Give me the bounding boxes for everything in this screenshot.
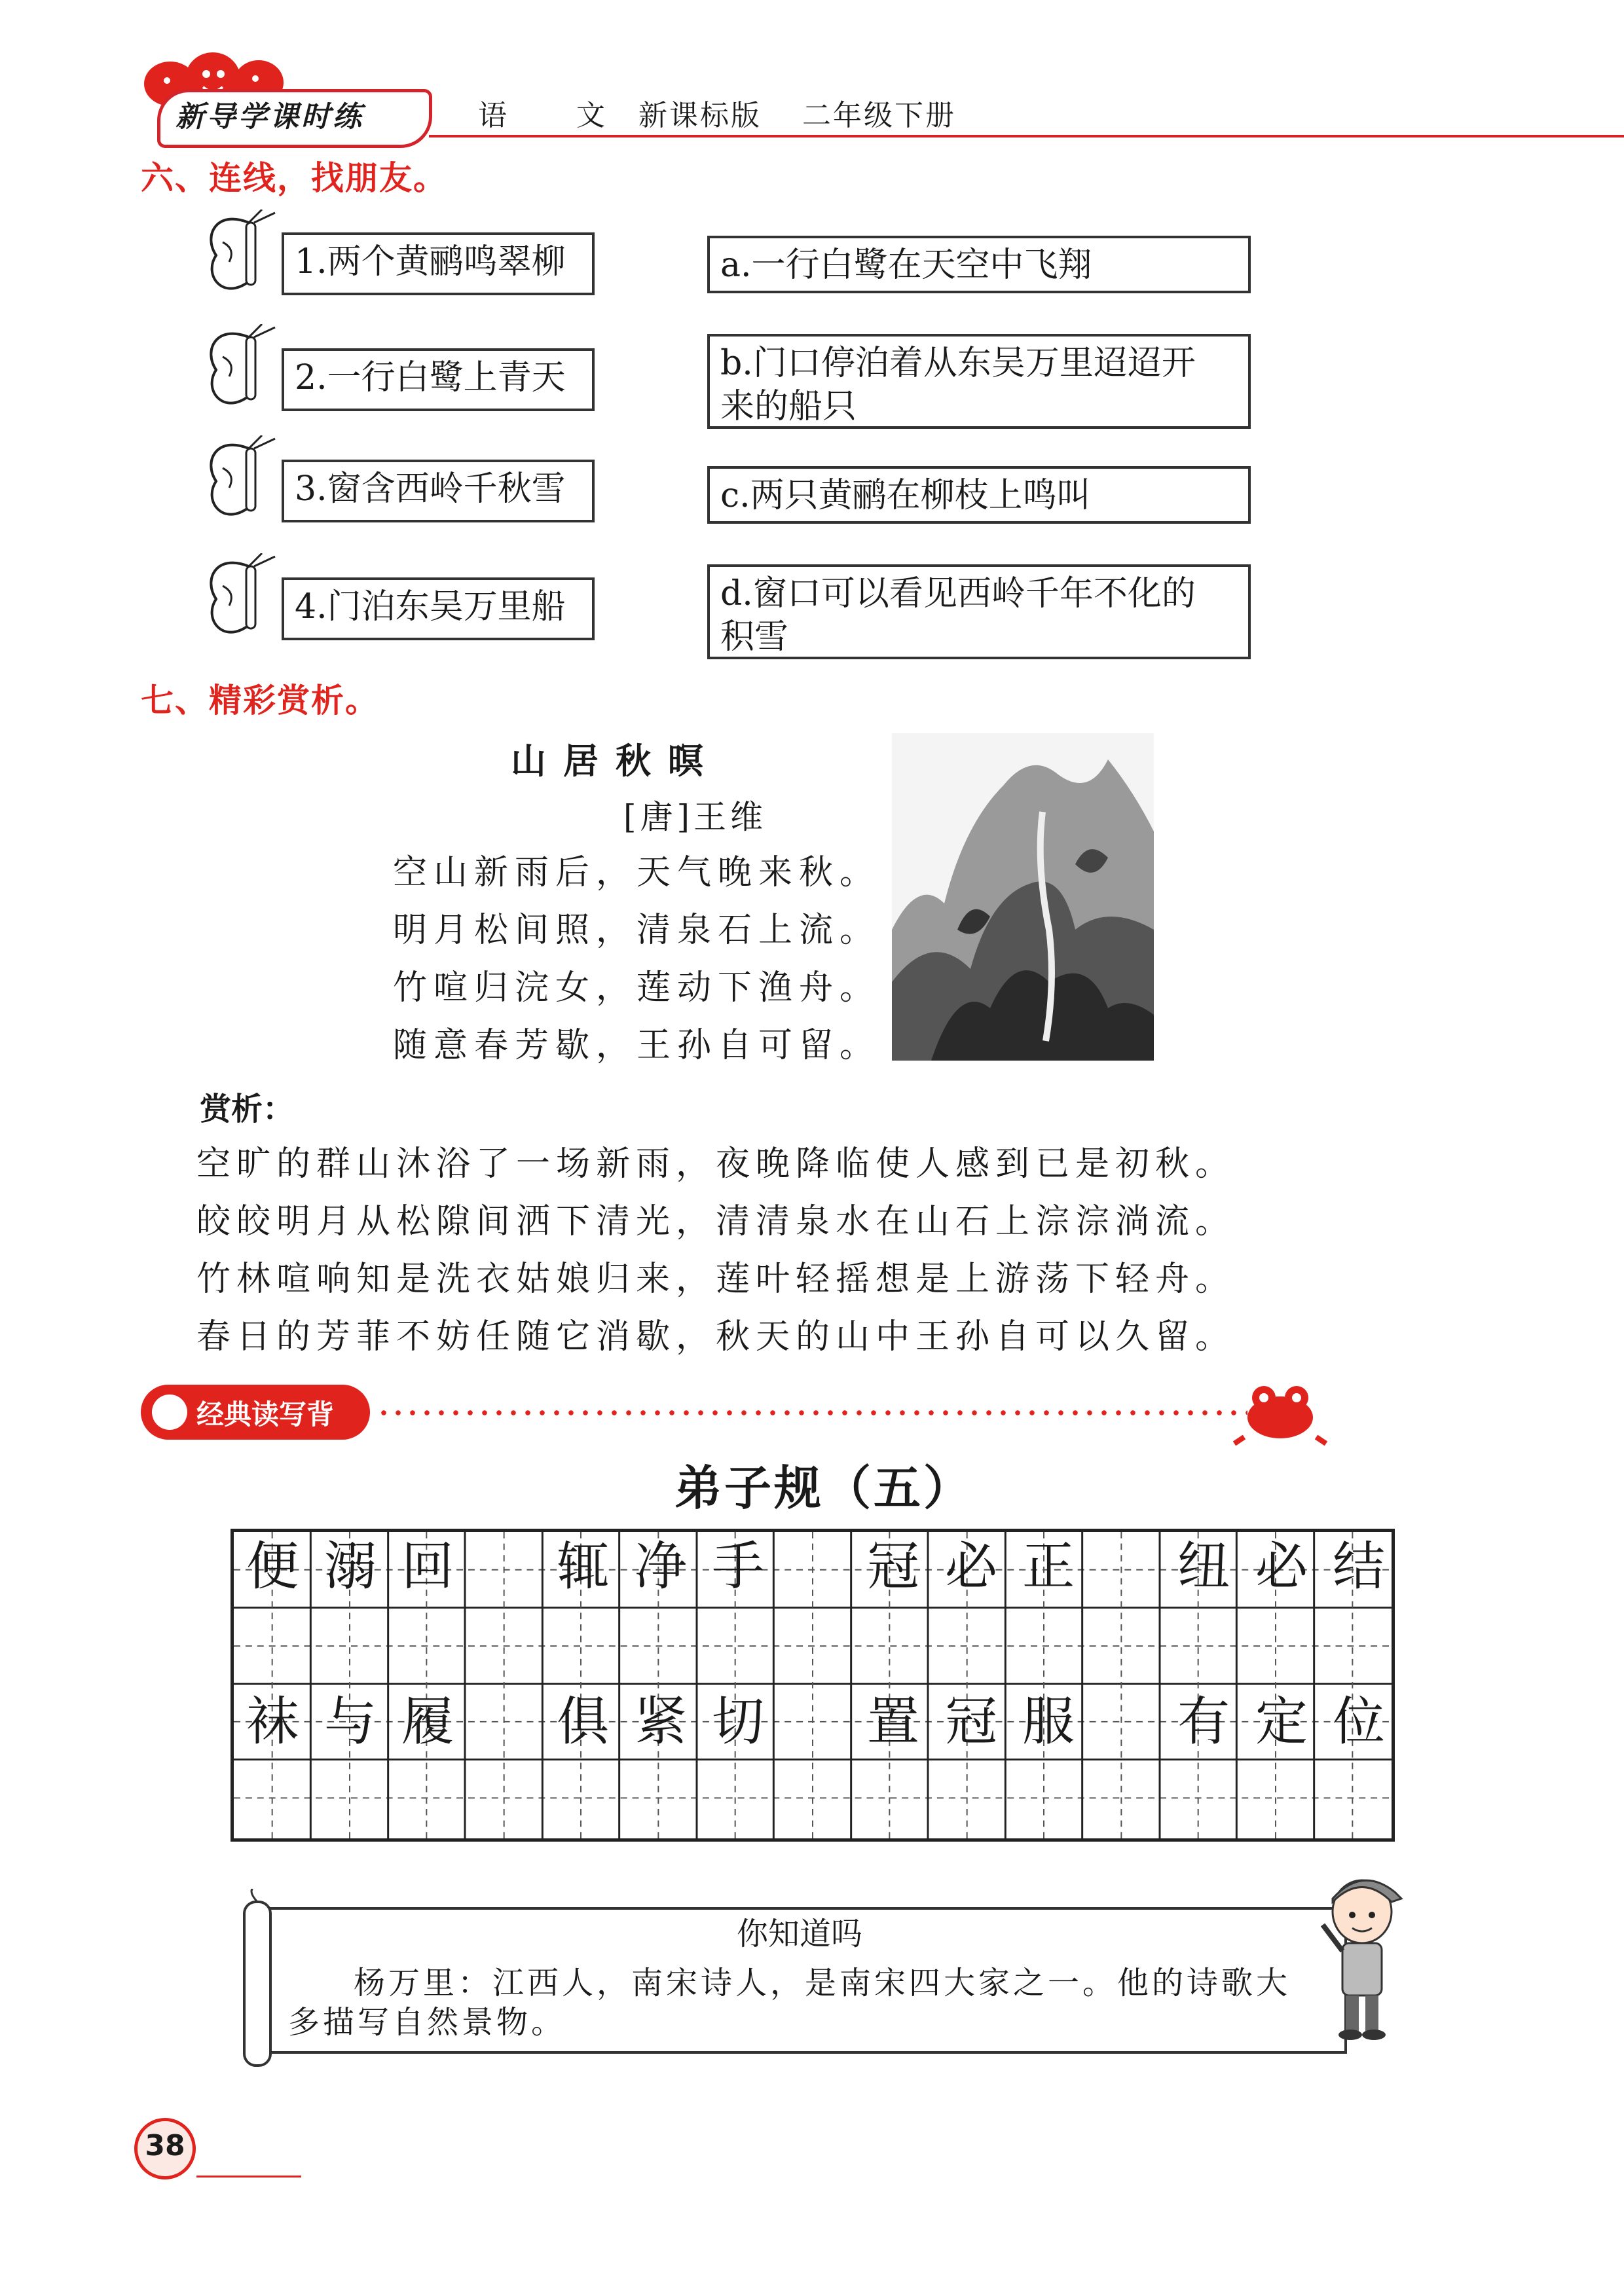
match-right-b-line2: 来的船只 <box>720 387 857 426</box>
analysis-line: 春日的芳菲不妨任随它消歇，秋天的山中王孙自可以久留。 <box>196 1317 1236 1357</box>
butterfly-icon <box>203 324 295 422</box>
header-rule <box>429 135 1624 137</box>
match-left-2-text: 2.一行白鹭上青天 <box>295 358 566 397</box>
grid-char: 服 <box>1022 1691 1075 1752</box>
butterfly-icon <box>203 210 295 308</box>
grid-char: 位 <box>1333 1691 1385 1752</box>
match-right-d-line1: d.窗口可以看见西岭千年不化的 <box>720 574 1196 613</box>
badge-circle-icon <box>152 1394 187 1430</box>
grid-char: 正 <box>1022 1536 1075 1597</box>
match-left-1[interactable] <box>282 232 595 295</box>
match-right-b[interactable] <box>707 334 1251 429</box>
did-you-know-line: 多描写自然景物。 <box>288 2004 566 2041</box>
boy-cartoon-icon <box>1316 1872 1408 2043</box>
poem-author: [唐]王维 <box>623 798 767 836</box>
grid-char: 紧 <box>635 1691 687 1752</box>
frog-mascot-icon <box>1231 1375 1329 1447</box>
classic-reading-label: 经典读写背 <box>196 1398 335 1430</box>
grid-char: 与 <box>324 1691 377 1752</box>
grid-char: 溺 <box>324 1536 377 1597</box>
grid-char: 有 <box>1177 1691 1230 1752</box>
match-left-3-text: 3.窗含西岭千秋雪 <box>295 469 566 509</box>
analysis-label: 赏析： <box>200 1091 295 1127</box>
grid-char: 辄 <box>557 1536 609 1597</box>
butterfly-icon <box>203 435 295 534</box>
grid-char: 便 <box>246 1536 299 1597</box>
grid-char: 手 <box>712 1536 764 1597</box>
brand-title: 新导学课时练 <box>175 100 364 134</box>
mountain-painting-image <box>892 733 1154 1061</box>
match-right-c-text: c.两只黄鹂在柳枝上鸣叫 <box>720 476 1091 515</box>
grid-char: 俱 <box>557 1691 609 1752</box>
analysis-line: 竹林喧响知是洗衣姑娘归来，莲叶轻摇想是上游荡下轻舟。 <box>196 1260 1236 1299</box>
match-right-b-line1: b.门口停泊着从东吴万里迢迢开 <box>720 344 1196 383</box>
grid-char: 结 <box>1333 1536 1385 1597</box>
section-7-title: 七、精彩赏析。 <box>141 682 379 720</box>
subject-char-2: 文 <box>576 99 605 132</box>
grid-char: 冠 <box>867 1536 919 1597</box>
poem-line: 明月松间照，清泉石上流。 <box>393 911 881 950</box>
grid-char: 纽 <box>1177 1536 1230 1597</box>
match-left-1-text: 1.两个黄鹂鸣翠柳 <box>295 242 566 282</box>
grid-char: 切 <box>712 1691 764 1752</box>
match-left-4-text: 4.门泊东吴万里船 <box>295 587 566 627</box>
grid-char: 置 <box>867 1691 919 1752</box>
match-right-d[interactable] <box>707 564 1251 659</box>
grid-char: 必 <box>1255 1536 1308 1597</box>
poem-line: 随意春芳歇，王孙自可留。 <box>393 1026 881 1065</box>
grid-char: 冠 <box>945 1691 997 1752</box>
edition-label: 新课标版 <box>638 99 762 132</box>
poem-title: 山居秋暝 <box>511 740 720 782</box>
subject-char-1: 语 <box>478 99 507 132</box>
analysis-line: 空旷的群山沐浴了一场新雨，夜晚降临使人感到已是初秋。 <box>196 1144 1236 1184</box>
grid-char: 净 <box>635 1536 687 1597</box>
did-you-know-title: 你知道吗 <box>737 1916 863 1952</box>
butterfly-icon <box>203 553 295 651</box>
poem-line: 竹喧归浣女，莲动下渔舟。 <box>393 968 881 1008</box>
match-right-c[interactable] <box>707 466 1251 524</box>
dotted-divider <box>377 1410 1247 1415</box>
grid-char: 定 <box>1255 1691 1308 1752</box>
section-6-title: 六、连线，找朋友。 <box>141 159 447 197</box>
grid-char: 回 <box>401 1536 454 1597</box>
match-left-3[interactable] <box>282 460 595 522</box>
match-right-a[interactable] <box>707 236 1251 293</box>
grid-char: 履 <box>401 1691 454 1752</box>
did-you-know-line: 杨万里：江西人，南宋诗人，是南宋四大家之一。他的诗歌大 <box>354 1965 1291 2001</box>
match-left-4[interactable] <box>282 577 595 640</box>
page-number: 38 <box>145 2129 185 2162</box>
grade-label: 二年级下册 <box>802 99 956 132</box>
match-left-2[interactable] <box>282 348 595 411</box>
match-right-a-text: a.一行白鹭在天空中飞翔 <box>720 246 1092 285</box>
grid-char: 必 <box>945 1536 997 1597</box>
match-right-d-line2: 积雪 <box>720 617 789 657</box>
grid-char: 袜 <box>246 1691 299 1752</box>
page-number-rule <box>196 2176 301 2178</box>
dizigui-title: 弟子规（五） <box>674 1461 974 1516</box>
poem-line: 空山新雨后，天气晚来秋。 <box>393 853 881 892</box>
analysis-line: 皎皎明月从松隙间洒下清光，清清泉水在山石上淙淙淌流。 <box>196 1202 1236 1241</box>
